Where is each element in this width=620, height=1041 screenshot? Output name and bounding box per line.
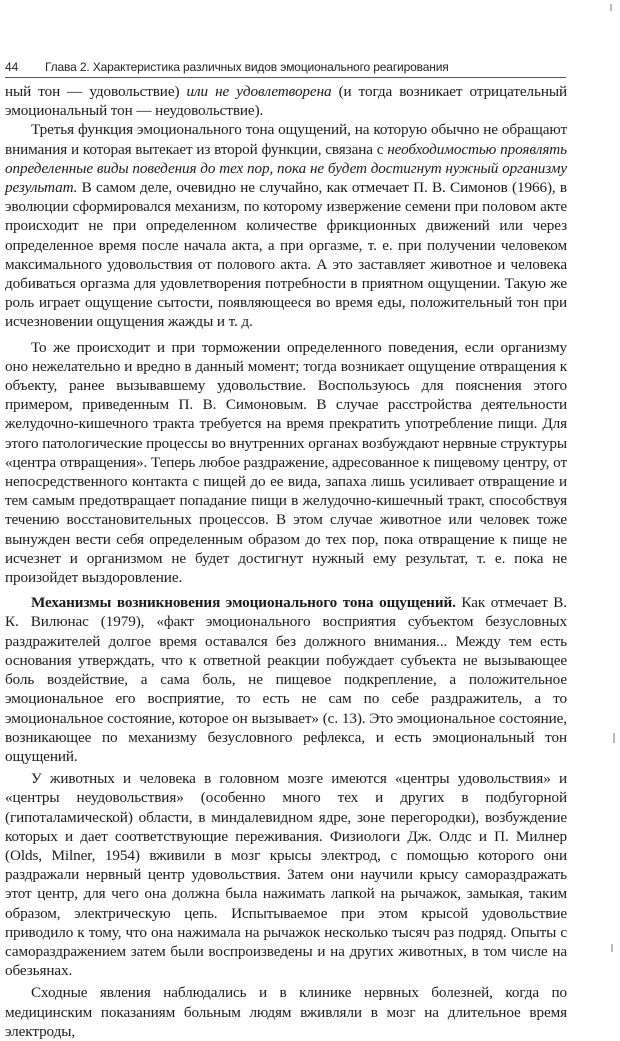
italic-run: необходимостью проявлять определенные виды поведения до тех пор, пока не будет достигнут нужный организму результат. — [5, 140, 567, 197]
text-run: ный тон — удовольствие) — [5, 83, 187, 100]
text-run: То же происходит и при торможении определенного поведения, если организму оно нежелательно и вредно в данный момент; тогда возникает ощущение отвращения к объекту, ранее вызывавшему удовольствие. Воспользуюсь для пояснения этого примером, приведенным П. В. Симоновым. В случае расстройства деятельности желудочно-кишечного тракта требуется на время прекратить употребление пищи. Для этого патологические процессы во внутренних органах возбуждают нервные структуры «центра отвращения». Теперь любое раздражение, адресованное к пищевому центру, от непосредственного контакта с пищей до ее вида, запаха лишь усиливает отвращение и тем самым предотвращает попадание пищи в желудочно-кишечный тракт, способствуя течению восстановительных процессов. В этом случае животное или человек тоже вынужден вести себя определенным образом до тех пор, пока отвращение к пище не исчезнет и организмом не будет достигнут нужный ему результат, т. е. пока не произойдет выздоровление. — [5, 338, 567, 587]
text-run: Третья функция эмоционального тона ощущений, на которую обычно не обращают внимания и которая вытекает из второй функции, связана с — [5, 121, 567, 158]
text-run: Как отмечает В. К. Вилюнас (1979), «факт эмоционального восприятия субъектом безусловных раздражителей долгое время оставался без должного внимания... Между тем есть основания утверждать, что к ответной реакции побуждает субъекта не вызывающее боль воздействие, а сама боль, не пищевое подкрепление, а положительное эмоциональное его восприятие, то есть не сам по себе раздражитель, а то эмоциональное состояние, которое он вызывает» (с. 13). Это эмоциональное состояние, возникающее по механизму безусловного рефлекса, и есть эмоциональный тон ощущений. — [5, 594, 568, 765]
section-run-in-heading: Механизмы возникновения эмоционального тона ощущений. — [31, 594, 456, 612]
text-run: (и тогда возникает отрицательный эмоциональный тон — неудовольствие). — [5, 83, 568, 120]
italic-run: или не удовлетворена — [186, 83, 332, 100]
text-run: В самом деле, очевидно не случайно, как отмечает П. В. Симонов (1966), в эволюции сформировался механизм, по которому извержение семени при половом акте происходит не при определенном количестве фрикционных движений или через определенное время после начала акта, а при оргазме, т. е. при получении человеком максимального удовольствия от полового акта. А это заставляет животное и человека добиваться оргазма для удовлетворения потребности в приятном ощущении. Такую же роль играет ощущение сытости, появляющееся во время еды, положительный тон при исчезновении ощущения жажды и т. д. — [5, 179, 567, 331]
scan-edge-mark — [611, 944, 613, 952]
text-run: Сходные явления наблюдались и в клинике нервных болезней, когда по медицинским показаниям больным людям вживляли в мозг на длительное время электроды, — [5, 984, 567, 1040]
running-header — [5, 60, 565, 74]
paragraph-third-function — [5, 120, 567, 331]
paragraph-inhibition — [5, 338, 567, 588]
page-number: 44 — [5, 60, 19, 74]
paragraph-continued — [5, 82, 567, 120]
header-divider — [5, 77, 566, 78]
paragraph-mechanisms — [5, 593, 567, 766]
paragraph-pleasure-centers — [5, 769, 567, 980]
body-text — [5, 82, 567, 1041]
paragraph-clinic — [5, 983, 567, 1041]
text-run: У животных и человека в головном мозге имеются «центры удовольствия» и «центры неудовольствия» (особенно много тех и других в подбугорной (гипоталамической) области, в миндалевидном ядре, зоне перегородки), возбуждение которых и дает соответствующие переживания. Физиологи Дж. Олдс и П. Милнер (Olds, Milner, 1954) вживили в мозг крысы электрод, с помощью которого они раздражали нервный центр удовольствия. Затем они научили крысу самораздражать этот центр, для чего она должна была нажимать лапкой на рычажок, замыкая, таким образом, электрическую цепь. Испытываемое при этом крысой удовольствие приводило к тому, что она нажимала на рычажок несколько тысяч раз подряд. Опыты с самораздражением затем были воспроизведены и на других животных, в том числе на обезьянах. — [5, 770, 567, 980]
scan-edge-mark — [610, 4, 612, 11]
chapter-title: Глава 2. Характеристика различных видов эмоционального реагирования — [45, 60, 449, 74]
scan-edge-mark — [613, 733, 615, 743]
